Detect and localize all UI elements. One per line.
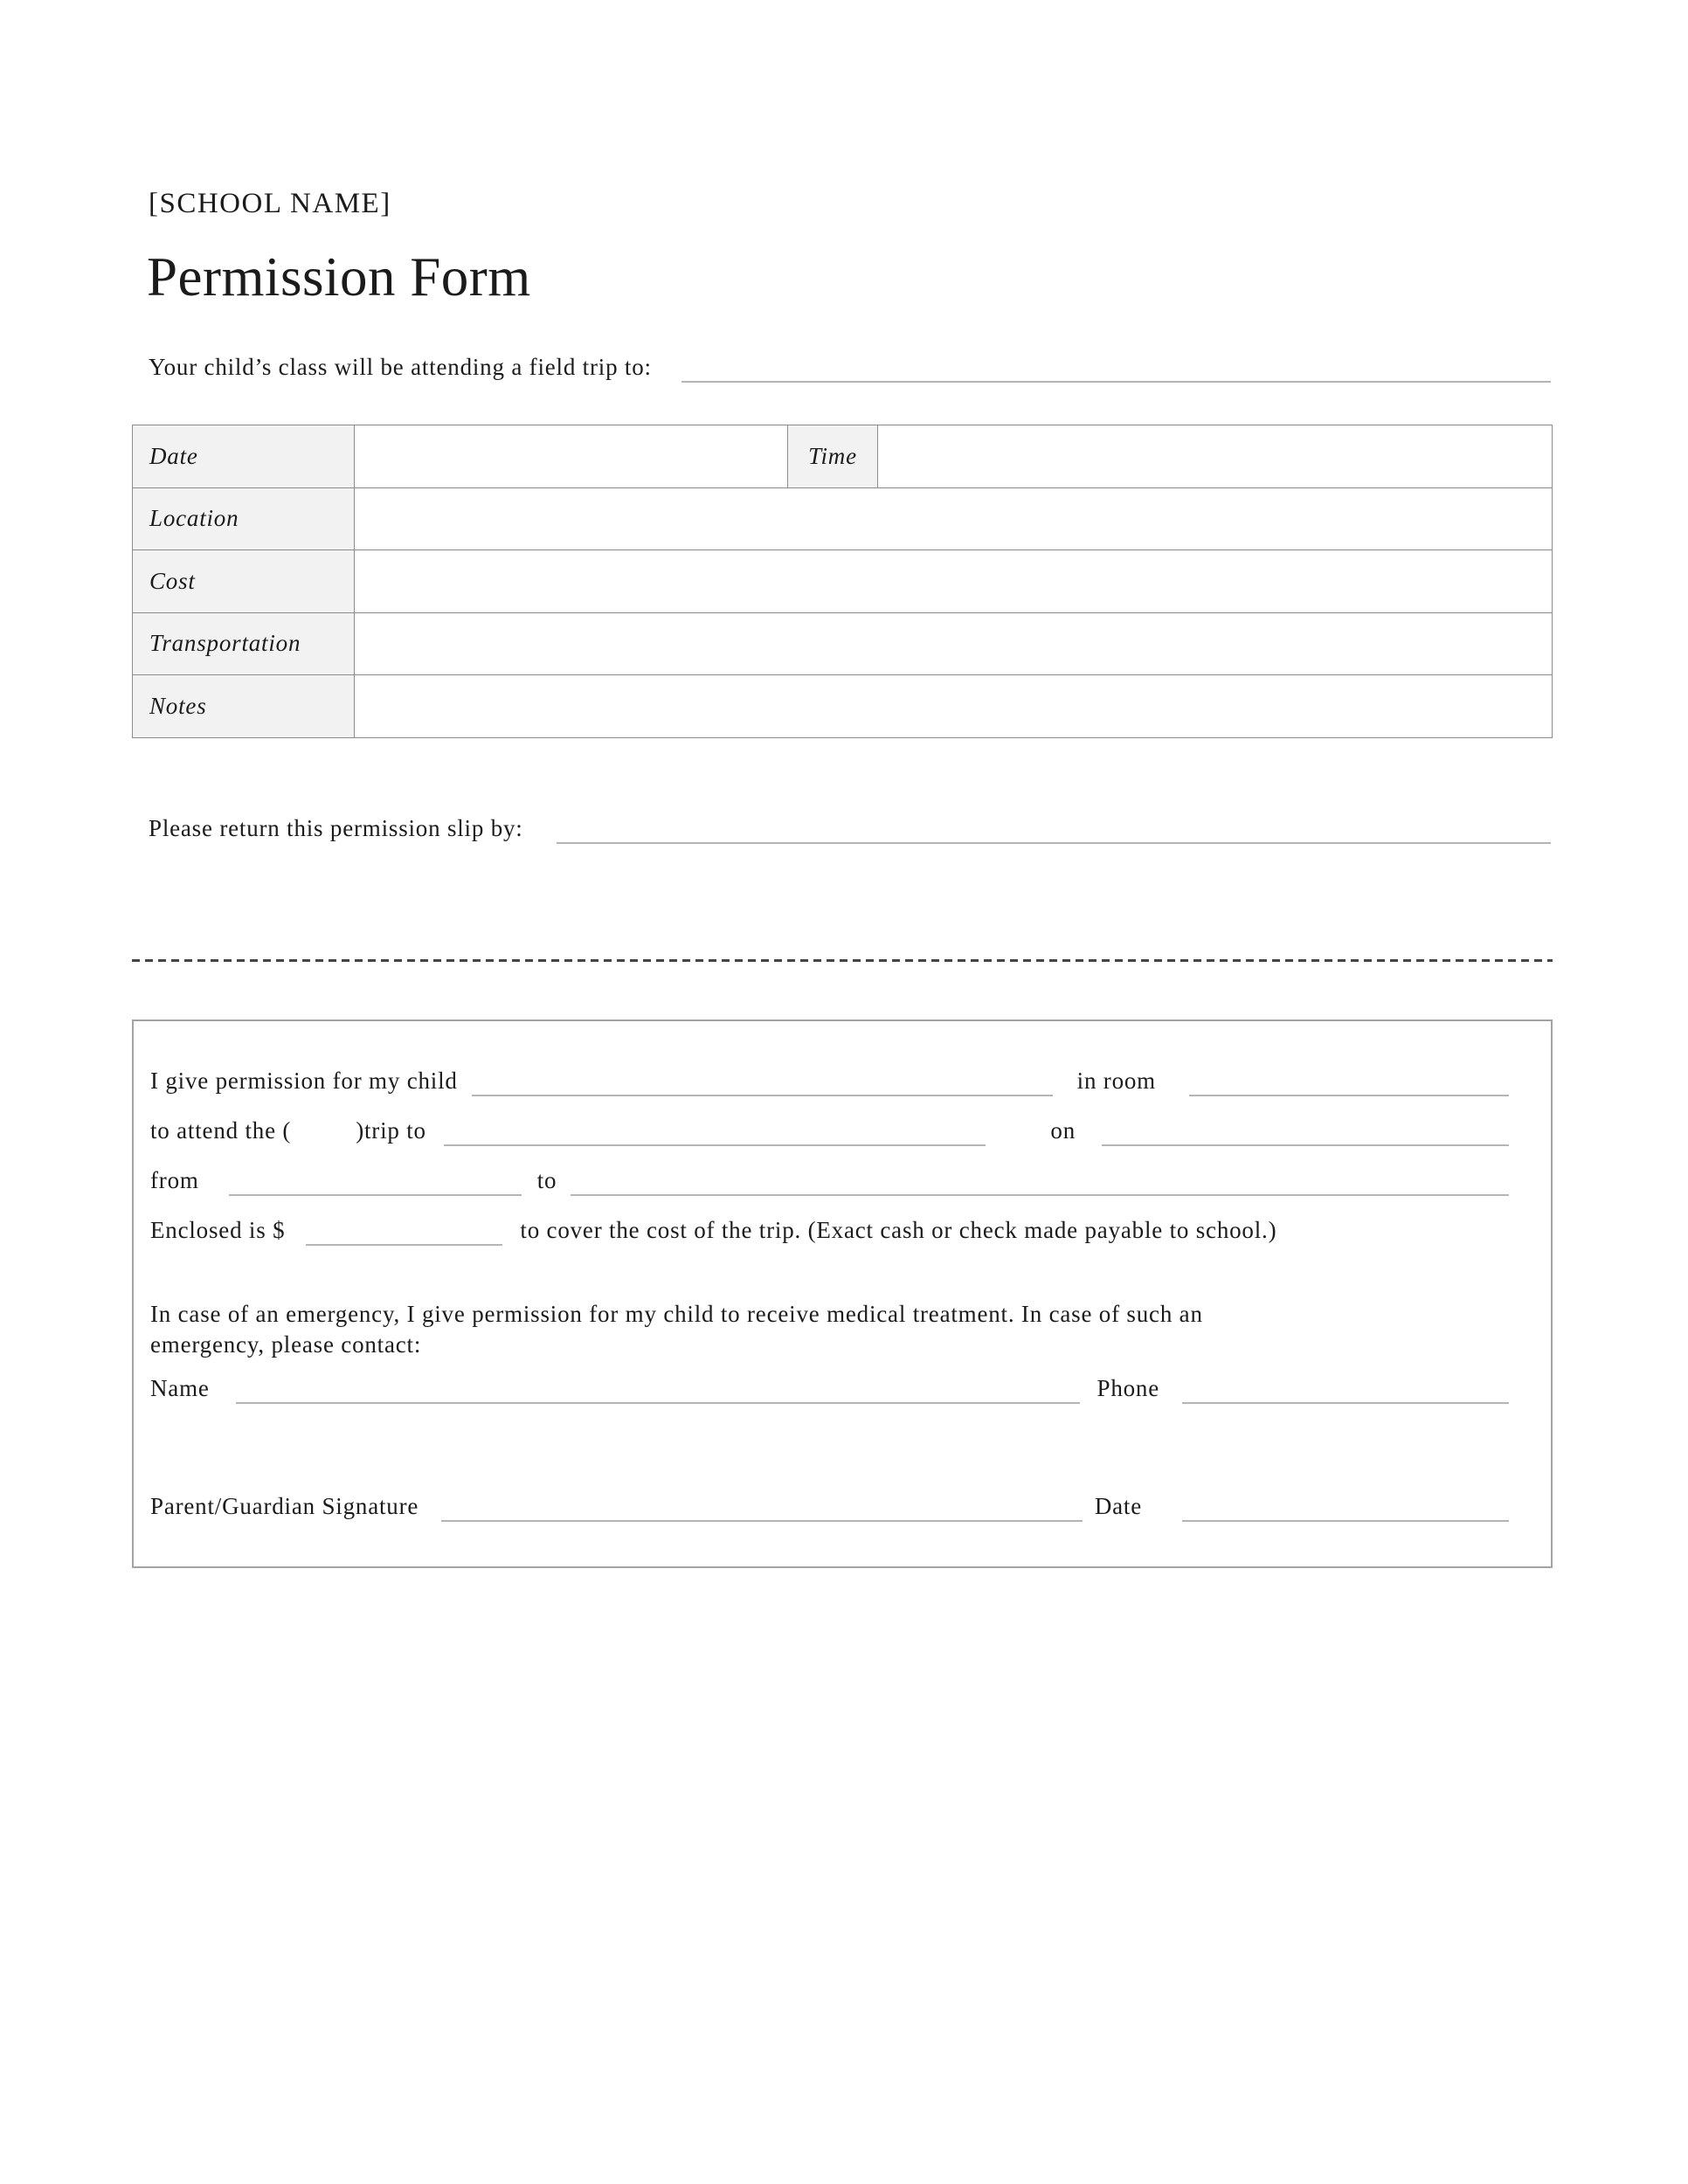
room-number-line[interactable] [1189,1095,1509,1096]
child-line-prefix: I give permission for my child [150,1068,458,1094]
in-room-label: in room [1076,1068,1156,1094]
to-time-line[interactable] [571,1194,1509,1196]
emergency-contact-row [150,1364,1509,1413]
time-value-cell[interactable] [878,425,1553,488]
phone-label: Phone [1097,1375,1159,1401]
trip-destination-row [150,1106,1509,1156]
permission-slip-box [132,1019,1553,1568]
notes-value-cell[interactable] [355,675,1553,738]
enclosed-suffix: to cover the cost of the trip. (Exact cash or check made payable to school.) [520,1217,1277,1243]
transportation-row-label: Transportation [133,612,355,675]
table-row-location [133,487,1553,550]
trip-line-prefix: to attend the ( [150,1117,292,1144]
notes-row-label: Notes [133,675,355,738]
table-row-date [133,425,1553,488]
signature-row [150,1482,1509,1531]
signature-date-line[interactable] [1182,1520,1509,1522]
to-label: to [536,1167,557,1193]
trip-details-table [132,425,1553,738]
transportation-value-cell[interactable] [355,612,1553,675]
page-title: Permission Form [147,246,531,308]
trip-date-line[interactable] [1102,1144,1509,1146]
trip-time-row [150,1156,1509,1206]
from-time-line[interactable] [229,1194,522,1196]
emergency-contact-phone-line[interactable] [1182,1402,1509,1404]
child-name-line[interactable] [472,1095,1053,1096]
on-label: on [1050,1117,1076,1144]
enclosed-cost-row [150,1206,1509,1255]
name-label: Name [150,1375,210,1401]
signature-date-label: Date [1094,1493,1142,1519]
location-row-label: Location [133,487,355,550]
date-row-label: Date [133,425,355,488]
emergency-statement-line2: emergency, please contact: [150,1331,422,1358]
return-slip-row [149,812,1551,844]
enclosed-amount-line[interactable] [306,1244,502,1246]
cost-row-label: Cost [133,550,355,613]
parent-guardian-signature-line[interactable] [441,1520,1083,1522]
school-name: [SCHOOL NAME] [149,188,391,219]
emergency-statement [150,1299,1509,1360]
cut-here-dashed-divider [132,959,1553,962]
return-label: Please return this permission slip by: [149,815,523,841]
field-trip-intro-row [149,351,1551,383]
time-label-cell: Time [788,425,878,488]
signature-label: Parent/Guardian Signature [150,1493,419,1519]
emergency-statement-line1: In case of an emergency, I give permission for my child to receive medical treatment. In case of such an [150,1301,1203,1327]
location-value-cell[interactable] [355,487,1553,550]
table-row-transportation [133,612,1553,675]
trip-destination-line[interactable] [444,1144,986,1146]
enclosed-prefix: Enclosed is $ [150,1217,286,1243]
return-date-line[interactable] [557,842,1551,844]
field-trip-destination-line[interactable] [681,381,1551,383]
trip-line-paren-close: )trip to [356,1117,426,1144]
cost-value-cell[interactable] [355,550,1553,613]
child-name-row [150,1056,1509,1106]
from-label: from [150,1167,199,1193]
intro-label: Your child’s class will be attending a field trip to: [149,354,652,380]
table-row-notes [133,675,1553,738]
table-row-cost [133,550,1553,613]
document-content [132,0,1553,2184]
emergency-contact-name-line[interactable] [236,1402,1080,1404]
date-value-cell[interactable] [355,425,788,488]
